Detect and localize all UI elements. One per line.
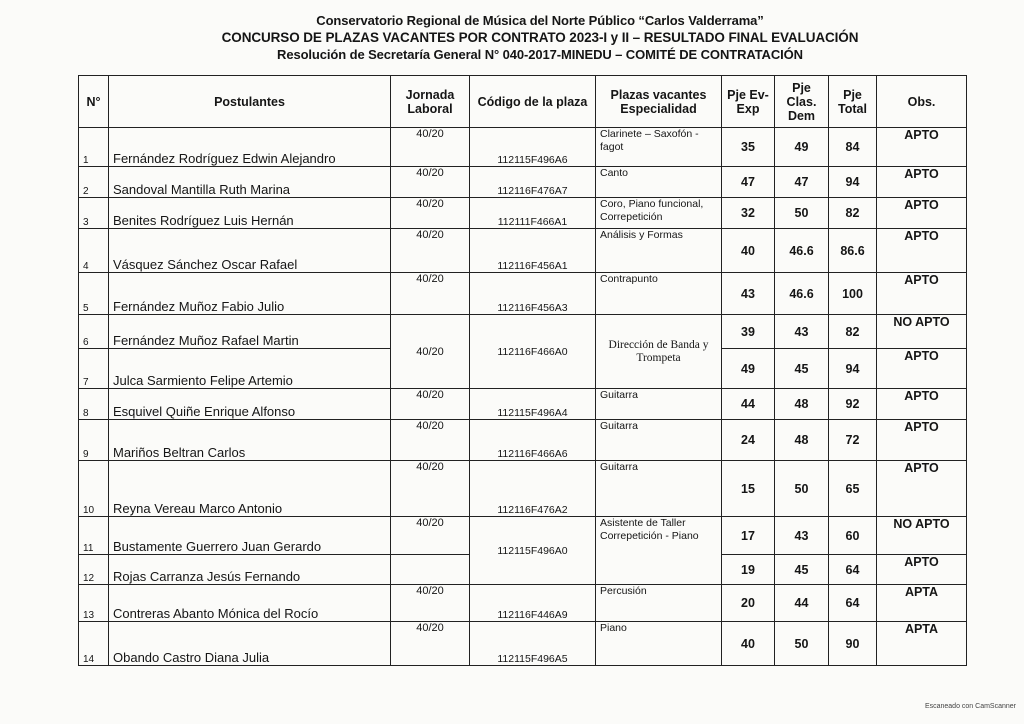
obs: APTO (877, 167, 967, 198)
col-header-ev: Pje Ev-Exp (722, 76, 775, 128)
row-number: 13 (79, 585, 109, 622)
pje-total: 86.6 (829, 229, 877, 273)
postulante-name: Vásquez Sánchez Oscar Rafael (109, 229, 391, 273)
pje-total: 94 (829, 167, 877, 198)
jornada: 40/20 (391, 315, 470, 389)
col-header-clas: Pje Clas. Dem (775, 76, 829, 128)
jornada: 40/20 (391, 389, 470, 420)
obs: APTO (877, 555, 967, 585)
postulante-name: Contreras Abanto Mónica del Rocío (109, 585, 391, 622)
codigo: 112115F496A5 (470, 622, 596, 666)
table-row (79, 167, 967, 198)
table-row (79, 273, 967, 315)
pje-ev: 24 (722, 420, 775, 461)
col-header-postulantes: Postulantes (109, 76, 391, 128)
pje-ev: 40 (722, 622, 775, 666)
contest-title: CONCURSO DE PLAZAS VACANTES POR CONTRATO 2023-I y II – RESULTADO FINAL EVALUACIÓN (221, 30, 859, 45)
obs: APTO (877, 128, 967, 167)
obs: APTO (877, 273, 967, 315)
row-number: 1 (79, 128, 109, 167)
pje-clas: 43 (775, 517, 829, 555)
codigo: 112116F476A7 (470, 167, 596, 198)
pje-ev: 44 (722, 389, 775, 420)
pje-ev: 49 (722, 349, 775, 389)
pje-ev: 15 (722, 461, 775, 517)
table-row (79, 198, 967, 229)
col-header-jornada: Jornada Laboral (391, 76, 470, 128)
resolution-line: Resolución de Secretaría General N° 040-2017-MINEDU – COMITÉ DE CONTRATACIÓN (277, 47, 803, 62)
table-row (79, 229, 967, 273)
codigo: 112115F496A6 (470, 128, 596, 167)
row-number: 6 (79, 315, 109, 349)
row-number: 7 (79, 349, 109, 389)
row-number: 9 (79, 420, 109, 461)
postulante-name: Mariños Beltran Carlos (109, 420, 391, 461)
pje-total: 82 (829, 315, 877, 349)
pje-clas: 48 (775, 420, 829, 461)
pje-total: 72 (829, 420, 877, 461)
obs: APTO (877, 349, 967, 389)
pje-clas: 50 (775, 461, 829, 517)
pje-total: 92 (829, 389, 877, 420)
jornada: 40/20 (391, 517, 470, 555)
pje-ev: 47 (722, 167, 775, 198)
postulante-name: Esquivel Quiñe Enrique Alfonso (109, 389, 391, 420)
results-table (78, 75, 967, 666)
pje-ev: 43 (722, 273, 775, 315)
postulante-name: Reyna Vereau Marco Antonio (109, 461, 391, 517)
especialidad: Coro, Piano funcional, Correpetición (596, 198, 722, 229)
pje-clas: 50 (775, 622, 829, 666)
obs: APTA (877, 585, 967, 622)
obs: APTO (877, 389, 967, 420)
row-number: 11 (79, 517, 109, 555)
pje-clas: 45 (775, 349, 829, 389)
postulante-name: Benites Rodríguez Luis Hernán (109, 198, 391, 229)
jornada: 40/20 (391, 167, 470, 198)
especialidad: Guitarra (596, 389, 722, 420)
obs: NO APTO (877, 517, 967, 555)
postulante-name: Fernández Muñoz Fabio Julio (109, 273, 391, 315)
table-row (79, 420, 967, 461)
pje-total: 84 (829, 128, 877, 167)
codigo: 112116F476A2 (470, 461, 596, 517)
jornada: 40/20 (391, 622, 470, 666)
pje-total: 100 (829, 273, 877, 315)
row-number: 3 (79, 198, 109, 229)
obs: APTO (877, 420, 967, 461)
jornada: 40/20 (391, 420, 470, 461)
table-row (79, 461, 967, 517)
obs: APTO (877, 461, 967, 517)
codigo: 112116F456A1 (470, 229, 596, 273)
pje-clas: 43 (775, 315, 829, 349)
pje-ev: 19 (722, 555, 775, 585)
pje-clas: 44 (775, 585, 829, 622)
col-header-plazas: Plazas vacantes Especialidad (596, 76, 722, 128)
col-header-total: Pje Total (829, 76, 877, 128)
jornada-empty (391, 555, 470, 585)
especialidad: Análisis y Formas (596, 229, 722, 273)
document-header (150, 12, 930, 63)
row-number: 10 (79, 461, 109, 517)
table-row (79, 517, 967, 555)
postulante-name: Rojas Carranza Jesús Fernando (109, 555, 391, 585)
col-header-codigo: Código de la plaza (470, 76, 596, 128)
jornada: 40/20 (391, 461, 470, 517)
table-row (79, 622, 967, 666)
col-header-n: N° (79, 76, 109, 128)
codigo: 112115F496A0 (470, 517, 596, 585)
pje-ev: 40 (722, 229, 775, 273)
codigo: 112116F466A6 (470, 420, 596, 461)
obs: NO APTO (877, 315, 967, 349)
table-row (79, 315, 967, 349)
pje-total: 65 (829, 461, 877, 517)
pje-total: 90 (829, 622, 877, 666)
postulante-name: Julca Sarmiento Felipe Artemio (109, 349, 391, 389)
especialidad: Guitarra (596, 420, 722, 461)
row-number: 14 (79, 622, 109, 666)
codigo: 112111F466A1 (470, 198, 596, 229)
especialidad: Dirección de Banda y Trompeta (596, 315, 722, 389)
table-row (79, 389, 967, 420)
postulante-name: Fernández Muñoz Rafael Martin (109, 315, 391, 349)
row-number: 2 (79, 167, 109, 198)
jornada: 40/20 (391, 198, 470, 229)
codigo: 112116F446A9 (470, 585, 596, 622)
row-number: 5 (79, 273, 109, 315)
pje-ev: 17 (722, 517, 775, 555)
table-header-row (79, 76, 967, 128)
pje-clas: 50 (775, 198, 829, 229)
pje-clas: 46.6 (775, 273, 829, 315)
row-number: 8 (79, 389, 109, 420)
obs: APTO (877, 229, 967, 273)
table-row (79, 128, 967, 167)
jornada: 40/20 (391, 273, 470, 315)
col-header-obs: Obs. (877, 76, 967, 128)
postulante-name: Sandoval Mantilla Ruth Marina (109, 167, 391, 198)
postulante-name: Bustamente Guerrero Juan Gerardo (109, 517, 391, 555)
obs: APTA (877, 622, 967, 666)
scanner-watermark: Escaneado con CamScanner (924, 703, 1016, 710)
table-row (79, 585, 967, 622)
pje-clas: 45 (775, 555, 829, 585)
jornada: 40/20 (391, 585, 470, 622)
pje-ev: 39 (722, 315, 775, 349)
especialidad: Piano (596, 622, 722, 666)
pje-total: 94 (829, 349, 877, 389)
especialidad: Guitarra (596, 461, 722, 517)
pje-total: 82 (829, 198, 877, 229)
codigo: 112116F466A0 (470, 315, 596, 389)
codigo: 112116F456A3 (470, 273, 596, 315)
jornada: 40/20 (391, 128, 470, 167)
jornada: 40/20 (391, 229, 470, 273)
especialidad: Asistente de Taller Correpetición - Piano (596, 517, 722, 585)
pje-clas: 49 (775, 128, 829, 167)
pje-ev: 20 (722, 585, 775, 622)
pje-clas: 47 (775, 167, 829, 198)
codigo: 112115F496A4 (470, 389, 596, 420)
especialidad: Contrapunto (596, 273, 722, 315)
row-number: 4 (79, 229, 109, 273)
postulante-name: Fernández Rodríguez Edwin Alejandro (109, 128, 391, 167)
especialidad: Canto (596, 167, 722, 198)
pje-total: 64 (829, 555, 877, 585)
pje-ev: 35 (722, 128, 775, 167)
pje-clas: 46.6 (775, 229, 829, 273)
pje-clas: 48 (775, 389, 829, 420)
row-number: 12 (79, 555, 109, 585)
pje-total: 64 (829, 585, 877, 622)
institution-title: Conservatorio Regional de Música del Norte Público “Carlos Valderrama” (316, 13, 764, 28)
especialidad: Clarinete – Saxofón - fagot (596, 128, 722, 167)
pje-total: 60 (829, 517, 877, 555)
postulante-name: Obando Castro Diana Julia (109, 622, 391, 666)
obs: APTO (877, 198, 967, 229)
pje-ev: 32 (722, 198, 775, 229)
especialidad: Percusión (596, 585, 722, 622)
